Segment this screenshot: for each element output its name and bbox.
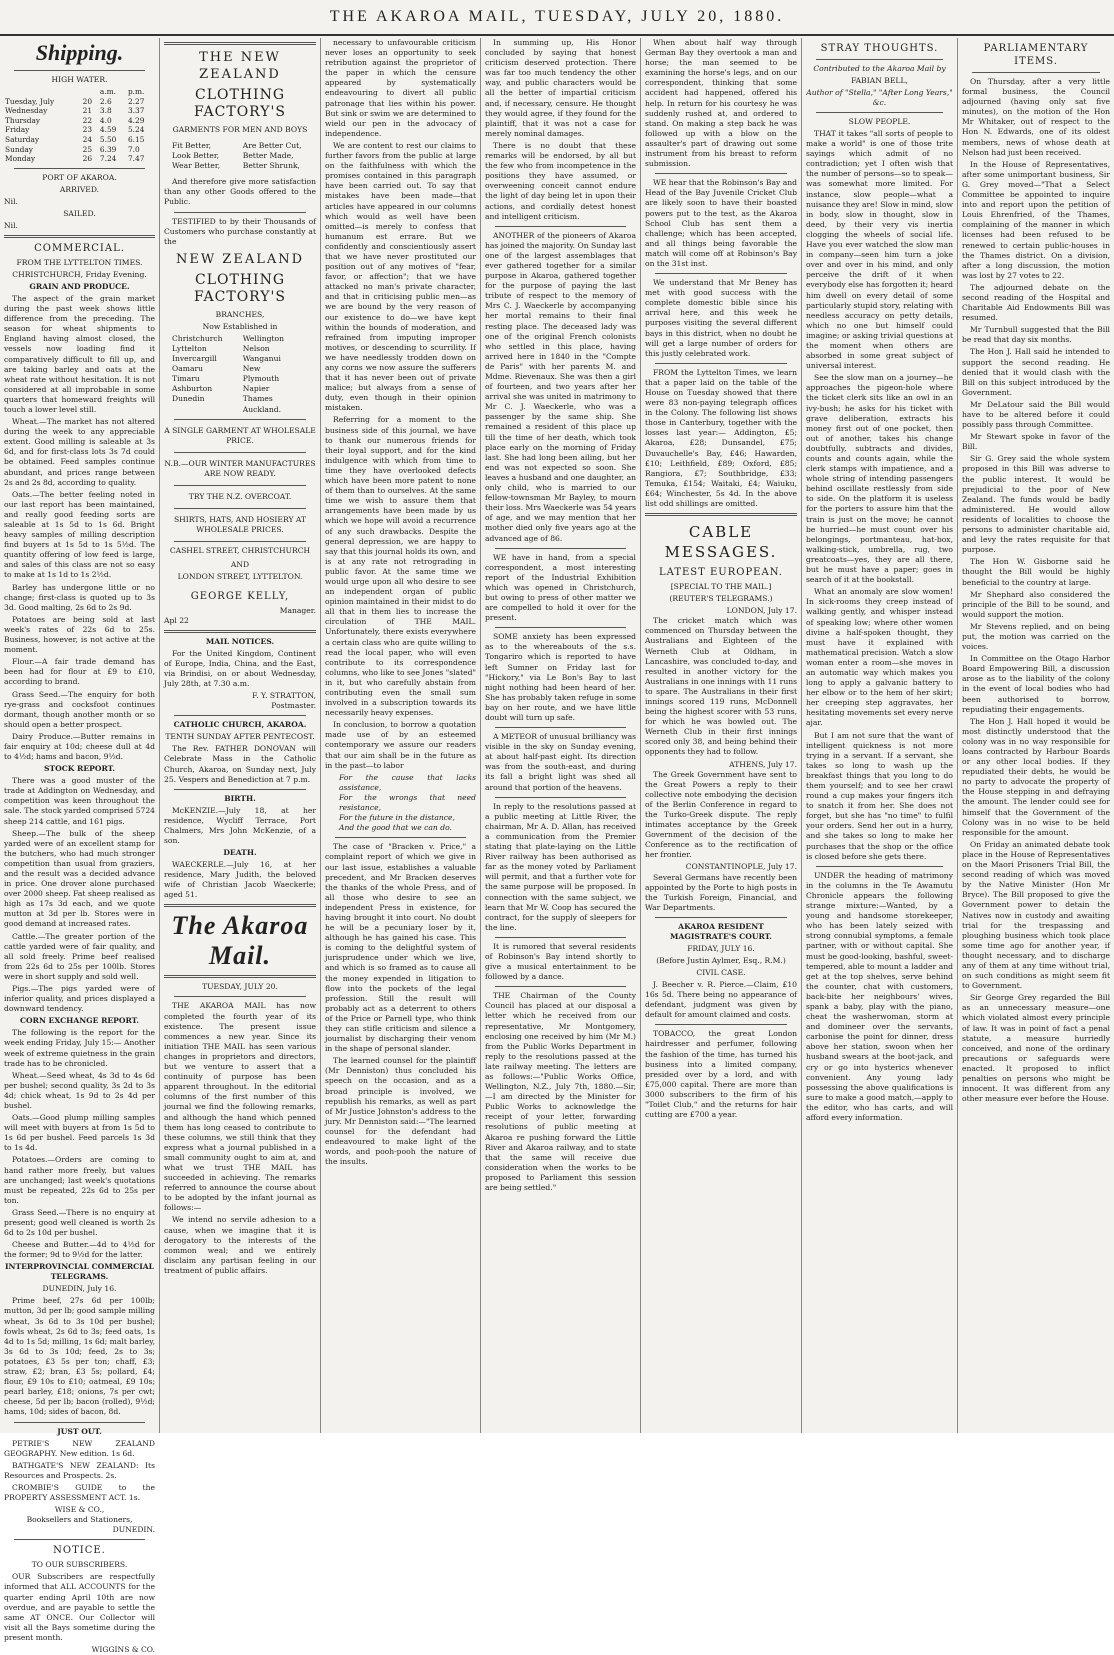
ad-line: CASHEL STREET, CHRISTCHURCH — [169, 545, 311, 555]
tide-header-row — [4, 87, 155, 97]
cable-source: (REUTER'S TELEGRAMS.) — [669, 594, 773, 604]
column-7 — [957, 38, 1114, 1433]
paragraph: But I am not sure that the want of intelligent quickness is not more trying in a servant. If a servant, she takes so long to wash up the breakfast things that you long to do them yourself; and to see her crawl round a cup makes your fingers itch to snatch it from her. She does not forget, but she has "no time" to fulfil your orders. Send her out in a hurry, and she takes so long to make her purchases that the shop or the office is closed before she gets there. — [806, 730, 953, 861]
paragraph: A METEOR of unusual brilliancy was visible in the sky on Sunday evening, at about half-past eight. Its direction was from the south-east, and during its fall a bright light was shed all around that portion of the heavens. — [485, 732, 636, 792]
dateline: ATHENS, July 17. — [729, 759, 797, 769]
tide-row — [4, 106, 155, 116]
paragraph: Mr Shephard also considered the principle of the Bill to be sound, and would support the motion. — [962, 589, 1110, 619]
paragraph: WE hear that the Robinson's Bay and Head of the Bay Juvenile Cricket Club are likely soon to have their boasted powers put to the test, as the Akaroa School Club has sent them a challenge; which has been accepted, and all things being favorable the match will come off at Robinson's Bay on the 31st inst. — [645, 178, 797, 268]
fit-item: Fit Better, — [172, 141, 212, 150]
fit-item: Better Shrunk, — [242, 161, 300, 171]
branch-item: Napier — [242, 384, 270, 394]
tide-day: Sunday — [5, 144, 33, 154]
ad-line: A SINGLE GARMENT AT WHOLESALE PRICE. — [164, 425, 316, 445]
paragraph: On Thursday, after a very little formal business, the Council adjourned (having only sat five minutes), on the motion of the Hon Mr Whitaker, out of respect to the Hon N. Edwards, one of its oldest members, news of whose death at Nelson had just been received. — [962, 77, 1110, 157]
branch-item: Oamaru — [172, 364, 204, 374]
tide-am: 5.50 — [99, 134, 117, 144]
branch-item: Christchurch — [172, 333, 223, 343]
catholic-sub: TENTH SUNDAY AFTER PENTECOST. — [165, 732, 315, 742]
divider — [174, 996, 306, 997]
corn-heading: CORN EXCHANGE REPORT. — [20, 1016, 139, 1026]
branch-item: Wellington — [242, 333, 284, 343]
tide-row — [4, 125, 155, 135]
divider — [174, 419, 306, 420]
divider — [174, 541, 306, 542]
divider — [655, 1024, 787, 1025]
ad-heading: NEW ZEALAND — [175, 251, 305, 267]
paragraph: Sheep.—The bulk of the sheep yarded were of an excellent stamp for the butchers, who had much stronger competition than usual from graziers, and the result was a decided advance in price. One drover alone purchased over 2000 sheep. Fat sheep realised as high as 17s 3d each, and we quote mutton at 3d per lb. Stores were in good demand at increased rates. — [4, 828, 155, 929]
paragraph: The Hon J. Hall said he intended to support the second reading. He denied that it would clash with the Bill on this subject introduced by the Government. — [962, 347, 1110, 397]
divider — [816, 866, 943, 867]
paper-nameplate: The Akaroa Mail. — [171, 911, 309, 971]
branch-item: Nelson — [242, 343, 270, 353]
branch-item: Auckland. — [242, 404, 282, 414]
ad-subheading: Now Established in — [202, 321, 278, 331]
branch-item: Timaru — [172, 374, 200, 384]
tide-date: 21 — [82, 106, 93, 116]
paragraph: The Hon W. Gisborne said he thought the Bill would be highly beneficial to the country at large. — [962, 557, 1110, 587]
paragraph: THE Chairman of the County Council has placed at our disposal a letter which he received from our representative, Mr Montgomery, enclosing one received by him (Mr M.) from the Public Works Department in reply to the resolutions passed at the late railway meeting. The letters are as follows:—"Public Works Office, Wellington, N.Z., July 7th, 1880.—Sir,—I am directed by the Minister for Public Works to acknowledge the receipt of your letter, forwarding resolutions of public meeting at Akaroa re pushing forward the Little River and Akaroa railway, and to state that the same will receive due consideration when the works to be proposed to Parliament this session are being settled." — [485, 991, 636, 1193]
paragraph: The cricket match which was commenced on Thursday between the Australians and Eighteen of the Werneth Club at Oldham, in Lancashire, was concluded to-day, and resulted in another victory for the Australians in one innings with 11 runs to spare. The Australians in their first innings scored 119 runs, McDonnell being the highest scorer with 53 runs, for which he was bowled out. The Werneth Club in their first innings scored only 38, and being behind their opponents they had to follow. — [645, 616, 797, 757]
paragraph: WE have in hand, from a special correspondent, a most interesting report of the Industrial Exhibition which was opened in Christchurch, but owing to press of other matter we are compelled to hold it over for the present. — [485, 552, 636, 623]
mail-heading: MAIL NOTICES. — [205, 636, 275, 646]
double-rule — [4, 235, 155, 238]
paragraph: Wheat.—The market has not altered during the week to any appreciable extent. Good milling is saleable at 3s 6d, and for first-class lots 3s 7d could be obtained. Feed samples continue abundant, and prices range between 2s and 2s 8d, according to quality. — [4, 417, 155, 487]
tide-am: 4.0 — [99, 115, 112, 125]
divider — [335, 837, 466, 838]
contrib-line: Contributed to the Akaroa Mail by — [813, 64, 946, 73]
fit-row — [164, 151, 316, 161]
paragraph: Mr Stewart spoke in favor of the Bill. — [962, 432, 1110, 452]
tide-day: Saturday — [5, 134, 40, 144]
cable-subheading: LATEST EUROPEAN. — [659, 567, 783, 579]
paragraph: Sir George Grey regarded the Bill as an unnecessary measure—one which violated almost every principle of law. It was in point of fact a penal statute, a measure hurriedly conceived, and none of the ordinary precautions or safeguards were enacted. It proposed to inflict penalties on persons who might be innocent. It was different from any other measure ever before the House. — [962, 993, 1110, 1104]
paragraph: ANOTHER of the pioneers of Akaroa has joined the majority. On Sunday last one of the largest assemblages that ever gathered together for a similar purpose in Akaroa, gathered together for the purpose of paying the last tribute of respect to the memory of Mrs C. J. Waeckerle by accompanying her mortal remains to their final resting place. The deceased lady was one of the original French colonists who settled in this place, having arrived here in 1840 in the "Compte de Paris" with her parents M. and Mdme. Rievenaux. She was then a girl of fourteen, and two years after her arrival she was united in matrimony to Mr C. J. Waeckerle, who was a passenger by the same ship. She remained a resident of this place up till the time of her death, which took place early on the morning of Friday last. She had long been ailing, but her end was not expected so soon. She leaves a husband and one daughter, an only child, who is married to our fellow-townsman Mr Bayley, to mourn their loss. Mrs Waeckerle was 54 years of age, and we may mention that her mother died only five years ago at the advanced age of 86. — [485, 230, 636, 543]
divider — [14, 1422, 145, 1423]
divider — [655, 363, 787, 364]
paragraph: THAT it takes "all sorts of people to make a world" is one of those trite sayings which admit of no contradiction; yet I often wish that the number of persons—so to speak—was somewhat more limited. For instance, slow people—what a nuisance they are! Slow in mind, slow in body, slow in thought, slow in deed, by their very vis inertia clogging the wheels of social life. Have you ever watched the slow man in company—seen him turn a joke over and over in his mind, and only perceive the drift of it when everybody else has forgotten it; heard him dwell on every detail of some particularly stupid story, relating with needless accuracy on petty details, which no one but himself could imagine; or asking trivial questions at the moment when others are absorbed in some great subject of universal interest. — [806, 129, 953, 371]
paragraph: Oats.—The better feeling noted in our last report has been maintained, and really good feeding sorts are saleable at 1s 5d to 1s 6d. Bright heavy samples of milling description find buyers at 1s 5d to 1s 5½d. The quantity offering of low feed is large, and sales of this class are not so easy to make at 1s 1d to 1s 2½d. — [4, 489, 155, 580]
commercial-heading: COMMERCIAL. — [34, 242, 125, 254]
paragraph: CROMBIE'S GUIDE to the PROPERTY ASSESSMENT ACT. 1s. — [4, 1482, 155, 1502]
paragraph: In Committee on the Otago Harbor Board Empowering Bill, a discussion arose as to the liability of the colony in the event of local bodies who had been authorised to borrow, repudiating their engagements. — [962, 654, 1110, 714]
paragraph: Grass Seed.—There is no enquiry at present; good well cleaned is worth 2s 6d to 2s 10d per bushel. — [4, 1207, 155, 1238]
ad-line: LONDON STREET, LYTTELTON. — [177, 571, 303, 581]
divider — [816, 112, 943, 113]
paragraph: BATHGATE'S NEW ZEALAND: Its Resources and Prospects. 2s. — [4, 1460, 155, 1480]
parliament-heading: PARLIAMENTARY ITEMS. — [983, 43, 1089, 67]
tide-date: 24 — [82, 134, 93, 144]
paragraph: Wheat.—Seed wheat, 4s 3d to 4s 6d per bushel; second quality, 3s 2d to 3s 4d; chick wheat, 1s 9d to 2s 4d per bushel. — [4, 1070, 155, 1110]
double-rule — [164, 630, 316, 633]
branch-item: New Plymouth — [242, 364, 280, 384]
paragraph: There is no doubt that these remarks will be endorsed, by all but the few who from incompetence in the positions they have assumed, or overweening conceit cannot endure the light of day being let in upon their actions, and cordially detest honest and intelligent criticism. — [485, 140, 636, 221]
branch-item: Wanganui — [242, 354, 281, 364]
paragraph: The aspect of the grain market during the past week shows little difference from the preceding. The season for wheat shipments to England having almost closed, the vessels now loading find it comparatively difficult to fill up, and are taking barley and oats at the wheat rate without hesitation. It is not considered at all improbable in some quarters that homeward freights will touch a lower level still. — [4, 293, 155, 414]
cable-heading: CABLE MESSAGES. — [664, 523, 778, 562]
tide-header-cell — [4, 87, 82, 97]
paragraph: Several Germans have recently been appointed by the Porte to high posts in the Turkish Foreign, Financial, and War Departments. — [645, 872, 797, 912]
paragraph: See the slow man on a journey—he approaches the pigeon-hole where the ticket clerk sits like an owl in an ivy-bush; he asks for his ticket with grave deliberation, extracts his money first out of one pocket, then out of another, takes his change doubtfully, subtracts and divides, counts and counts again, while the clerk stamps with impatience, and a whole string of intending passengers behind oscillate restlessly from side to side. On the platform it is useless for the porters to assure him that the train is just on the move; he cannot be hurried—he must count over his belongings, portmanteau, hat-box, walking-stick, umbrella, rug, two greatcoats—yes, they are all there, but he must have a paper; goes in search of it at the bookstall. — [806, 373, 953, 585]
notice-heading: NOTICE. — [53, 1545, 106, 1557]
leader-date: TUESDAY, JULY 20. — [202, 982, 278, 992]
paragraph: necessary to unfavourable criticism never loses an opportunity to seek retribution against the proprietor of the paper in which the censure appeared by systematically endeavouring to divert all public patronage that lies within his power. But sink or swim we are determined to wield our pen in the advocacy of independence. — [325, 38, 476, 138]
poem-line: For the future in the distance, — [339, 813, 455, 823]
branch-column — [172, 334, 237, 415]
tide-row — [4, 145, 155, 155]
tide-pm: 2.27 — [127, 96, 145, 106]
divider — [14, 1539, 145, 1540]
double-rule — [645, 513, 797, 516]
masthead-text: THE AKAROA MAIL, TUESDAY, JULY 20, 1880. — [329, 8, 785, 25]
mail-sig: F. Y. STRATTON, — [252, 691, 316, 701]
port-heading: PORT OF AKAROA. — [42, 172, 117, 182]
paragraph: Mr Turnbull suggested that the Bill be read that day six months. — [962, 325, 1110, 345]
double-rule — [164, 42, 316, 45]
tide-header-cell: p.m. — [127, 87, 145, 96]
manager-title: Manager. — [279, 605, 316, 615]
manager-name: GEORGE KELLY, — [190, 590, 290, 602]
paragraph: What an anomaly are slow women! In sick-rooms they creep instead of walking gently, and whisper instead of speaking low; where other women divine a half-spoken thought, they must have it explained with mathematical precision. Watch a slow woman enter a room—she moves in an automatic way which makes you long to apply a galvanic battery to her elbow or to the hem of her skirt; her creeping step aggravates, her hesitating movements set every nerve ajar. — [806, 587, 953, 728]
divider — [14, 168, 145, 169]
divider — [495, 797, 626, 798]
tide-pm: 5.24 — [127, 125, 145, 135]
divider — [655, 917, 787, 918]
ad-subheading: GARMENTS FOR MEN AND BOYS — [172, 125, 308, 134]
paragraph: In summing up, His Honor concluded by saying that honest criticism deserved protection. There was far too much tendency the other way, and public characters would be all the better of impartial criticism and, if necessary, censure. He thought they would agree, if they found for the plaintiff, that it was not a case for merely nominal damages. — [485, 38, 636, 138]
divider — [495, 986, 626, 987]
paragraph: In conclusion, to borrow a quotation made use of by an esteemed contemporary we assure our readers that our aim shall be in the future as in the past—to labor — [325, 720, 476, 770]
paragraph: Oats.—Good plump milling samples will meet with buyers at from 1s 5d to 1s 6d per bushel. Feed parcels 1s 3d to 1s 4d. — [4, 1113, 155, 1153]
notice-sig: WIGGINS & CO. — [91, 1645, 155, 1654]
tide-header-cell — [82, 87, 99, 97]
tide-am: 2.6 — [99, 96, 112, 106]
death-heading: DEATH. — [223, 848, 257, 858]
paragraph: McKENZIE.—July 18, at her residence, Wycliff Terrace, Port Chalmers, Mrs John McKenzie, of a son. — [164, 805, 316, 845]
tide-day: Friday — [5, 125, 30, 135]
paragraph: UNDER the heading of matrimony in the columns in the Te Awamutu Chronicle appears the following strange mixture:—Wanted, by a young and handsome storekeeper, who has been lately seized with strong connubial symptoms, a female partner, with or without capital. She must be good-looking, bashful, sweet-tempered, able to mount a ladder and get at the top shelves, serve behind the counter, chat with customers, back-bite her neighbours' wives, spank a baby, play with the piano, cheat the washerwoman, storm at and domineer over the servants, carbonise the point for dinner, dress above her station, swoon when her husband swears at the boot-jack, and cry or go into hysterics whenever convenient. Any young lady possessing the above qualifications is sure to make a good match,—apply to the editor, who has carts, and will afford every information. — [806, 870, 953, 1122]
ad-heading: THE NEW ZEALAND — [199, 50, 281, 82]
divider — [174, 212, 306, 213]
paragraph: The case of "Bracken v. Price," a complaint report of which we give in our last issue, establishes a valuable precedent, and Mr Bracken deserves the thanks of the whole Press, and of all those who desire to see an independent Press in existence, for having brought it into court. No doubt he will be a pecuniary loser by it, although he has gained his case. This is coming to the delightful system of jurisprudence under which we live, and which is so framed as to cause all the money expended in litigation to flow into the pockets of the legal profession. Still the result will probably act as a deterrent to others of the Price or Parnell type, who think they can stifle criticism and silence a journalist by discharging their venom in the shape of personal slander. — [325, 842, 476, 1054]
cable-special: [SPECIAL TO THE MAIL.] — [670, 582, 772, 592]
tide-pm: 6.15 — [127, 134, 145, 144]
branch-column — [243, 334, 308, 415]
poem-line: And the good that we can do. — [339, 823, 452, 833]
divider — [655, 273, 787, 274]
paragraph: TESTIFIED to by their Thousands of Customers who purchase constantly at the — [164, 216, 316, 246]
branch-item: Lyttelton — [172, 343, 207, 353]
tide-row — [4, 154, 155, 164]
paragraph: The Hon J. Hall hoped it would be most distinctly understood that the colony was in no way responsible for loans contracted by Harbour Boards or any other local bodies. If they repudiated their debts, he would be no party to advocate the property of the House stepping in and defraying the amount. The lender could see for himself that the Government of the Colony was in no wise to be held responsible for the amount. — [962, 716, 1110, 837]
fit-item: Wear Better, — [172, 161, 221, 171]
column-2 — [159, 38, 320, 1433]
paragraph: Cattle.—The greater portion of the cattle yarded were of fair quality, and all sold freely. Prime beef realised from 22s 6d to 25s per 100lb. Stores were in short supply and sold well. — [4, 931, 155, 981]
paragraph: The adjourned debate on the second reading of the Hospital and Charitable Aid Endowments Bill was resumed. — [962, 282, 1110, 323]
column-3 — [320, 38, 480, 1433]
divider — [495, 937, 626, 938]
tide-table — [4, 87, 155, 164]
poem-line: For the wrongs that need resistance, — [339, 792, 476, 813]
court-date: FRIDAY, JULY 16. — [687, 943, 755, 953]
tide-am: 3.8 — [99, 106, 112, 116]
tide-date: 25 — [82, 144, 93, 154]
court-heading: AKAROA RESIDENT MAGISTRATE'S COURT. — [670, 921, 772, 941]
paragraph: We are content to rest our claims to further favors from the public at large on the faithfulness with which the promises contained in this paragraph have been carried out. To say that mistakes have been made—that articles have appeared in our columns which would as well have been omitted—is merely to confess that humanum est errare. But we confidently and conscientiously assert that we have never prostituted our position out of any motives of "fear, favor, or affection"; that we have attacked no man's private character, and that in criticising public men—as we are bound by the very reason of our existence to do—we have kept within the bounds of moderation, and refrained from imputing improper motives, or descending to scurrility. If we have needlessly trodden down on any corns we now assure the sufferers that it has never been out of private malice; but always from a sense of duty, even though in their opinion mistaken. — [325, 140, 476, 413]
court-before: (Before Justin Aylmer, Esq., R.M.) — [656, 955, 786, 965]
branch-list — [164, 334, 316, 415]
tide-date: 20 — [82, 96, 93, 106]
paragraph: Prime beef, 27s 6d per 100lb; mutton, 3d per lb; good sample milling wheat, 3s 6d to 3s 10d per bushel; fowls wheat, 2s 6d to 3s; feed oats, 1s 4d to 1s 5d; milling, 1s 6d; malt barley, 3s 6d to 3s 10d; feed, 2s to 3s; potatoes, £3 5s per ton; chaff, £3; straw, £2; bran, £3 5s; pollard, £4; flour, £9 10s to £10; oatmeal, £9 10s; pearl barley, £18; onions, 7s per cwt; cheese, 5d per lb; bacon (rolled), 9½d; hams, 10d; sides of bacon, 8d. — [4, 1296, 155, 1417]
fit-item: Are Better Cut, — [242, 141, 302, 150]
paragraph: THE AKAROA MAIL has now completed the fourth year of its existence. The present issue commences a new year. Since its initiation THE MAIL has seen various changes in proprietors and directors, but we venture to assert that a continuity of purpose has been apparent throughout. In the editorial columns of the first number of this journal we find the following remarks, and although the hand which penned them has long ceased to contribute to these columns, we still think that they express what a journal published in a small community ought to aim at, and what we trust THE MAIL has succeeded in achieving. The remarks referred to announce the course about to be adopted by the infant journal as follows:— — [164, 1001, 316, 1213]
arrived-nil: Nil. — [4, 196, 18, 206]
paragraph: J. Beecher v. R. Pierce.—Claim, £10 16s 5d. There being no appearance of defendant, judgment was given by default for amount claimed and costs. — [645, 979, 797, 1020]
column-1 — [0, 38, 159, 1654]
ad-date: Apl 22 — [164, 615, 189, 625]
ad-line: AND — [230, 559, 250, 569]
tide-pm: 3.37 — [127, 106, 145, 116]
divider — [174, 508, 306, 509]
author-works: Author of "Stella," "After Long Years," &c. — [806, 88, 953, 107]
mail-sig-title: Postmaster. — [271, 701, 316, 711]
paragraph: Mr Stevens replied, and on being put, the motion was carried on the voices. — [962, 621, 1110, 652]
tide-day: Wednesday — [5, 106, 48, 116]
dateline: CHRISTCHURCH, Friday Evening. — [12, 269, 147, 279]
high-water-heading: HIGH WATER. — [51, 75, 108, 84]
divider — [655, 173, 787, 174]
paragraph: Referring for a moment to the business side of this journal, we have to thank our numerous friends for their loyal support, and for the kind indulgence with which from time to time they have overlooked defects which have been more patent to none of them than to ourselves. At the same time we wish to assure them that arrangements have been made by us which we hope will avoid a recurrence of any such drawbacks. Despite the general depression, we are happy to say that this journal holds its own, and is at any rate not retrograding in public favor. At the same time we would urge upon all who desire to see an independent organ of public opinion maintained in their midst to do all that in them lies to increase the circulation of THE MAIL. Unfortunately, there exists everywhere a certain class who are quite willing to read the local paper, who will even contribute to its correspondence columns, who like to see Jones "slated" in it, but who carefully abstain from contributing even the small sum involved in a subscription towards its necessarily heavy expenses. — [325, 415, 476, 718]
tide-date: 23 — [82, 125, 93, 135]
tide-pm: 7.0 — [127, 144, 140, 154]
shipping-heading: Shipping. — [35, 40, 124, 65]
fit-item: Look Better, — [172, 151, 220, 161]
divider — [174, 789, 306, 790]
paragraph: The learned counsel for the plaintiff (Mr Denniston) thus concluded his speech on the occasion, and as a broad principle is involved, we republish his remarks, as well as part of Mr Justice Johnston's address to the jury. Mr Denniston said:—"The learned counsel for the defendant had endeavoured to make light of the words, and pooh-pooh the nature of the insults. — [325, 1056, 476, 1167]
paragraph: Sir G. Grey said the whole system proposed in this Bill was adverse to the public interest. It would be prejudicial to the poor of New Zealand. The funds would be badly administered. He would allow residents of localities to choose the persons to administer charitable aid, and levy the rates requisite for that purpose. — [962, 454, 1110, 555]
dateline: DUNEDIN, July 16. — [42, 1284, 117, 1294]
paragraph: For the United Kingdom, Continent of Europe, India, China, and the East, via Brindisi, on or about Wednesday, July 28th, at 7.30 a.m. — [164, 648, 316, 689]
dateline: CONSTANTINOPLE, July 17. — [685, 862, 797, 872]
divider — [495, 226, 626, 227]
divider — [495, 548, 626, 549]
paragraph: OUR Subscribers are respectfully informed that ALL ACCOUNTS for the quarter ending April 10th are now overdue, and are payable to settle the same AT ONCE. Our Collector will visit all the Bays sometime during the present month. — [4, 1572, 155, 1642]
tide-row — [4, 135, 155, 145]
paragraph: Dairy Produce.—Butter remains in fair enquiry at 10d; cheese dull at 4d to 4½d; hams and bacon, 9½d. — [4, 731, 155, 762]
paragraph: In reply to the resolutions passed at a public meeting at Little River, the chairman, Mr A. D. Allan, has received a communication from the Premier stating that plate-laying on the Little River railway has been authorised as far as the money voted by Parliament will permit, and that a further vote for the same purpose will be proposed. In connection with the same subject, we learn that Mr W. Coop has secured the contract, for the supply of sleepers for the line. — [485, 801, 636, 932]
tide-date: 22 — [82, 115, 93, 125]
paragraph: TOBACCO, the great London hairdresser and perfumer, following the fashion of the time, has turned his business into a limited company, presided over by a lord, and with £75,000 capital. There are more than 3000 subscribers to the firm of his "Toilet Club," and the returns for hair cutting are £700 a year. — [645, 1029, 797, 1120]
tide-am: 6.39 — [99, 144, 117, 154]
tide-day: Monday — [5, 154, 36, 164]
paragraph: The Greek Government have sent to the Great Powers a reply to their collective note embodying the decision of the Berlin Conference in regard to the Turko-Greek dispute. The reply intimates acceptance by the Greek Government of the decision of the Conference as to the rectification of her frontier. — [645, 769, 797, 860]
tide-day: Tuesday, July — [5, 96, 55, 106]
paragraph: Grass Seed.—The enquiry for both rye-grass and cocksfoot continues dormant, though another month or so should open a better prospect. — [4, 689, 155, 729]
grain-heading: GRAIN AND PRODUCE. — [29, 281, 130, 291]
tide-row — [4, 116, 155, 126]
paragraph: It is rumored that several residents of Robinson's Bay intend shortly to give a musical entertainment to be followed by a dance. — [485, 941, 636, 982]
branch-item: Invercargill — [172, 354, 217, 364]
paragraph: Pigs.—The pigs yarded were of inferior quality, and prices displayed a downward tendency. — [4, 984, 155, 1014]
paragraph: And therefore give more satisfaction than any other Goods offered to the Public. — [164, 177, 316, 207]
double-rule — [164, 975, 316, 978]
arrived-heading: ARRIVED. — [59, 184, 100, 194]
birth-heading: BIRTH. — [224, 793, 256, 803]
tide-day: Thursday — [5, 115, 41, 125]
poem — [325, 773, 476, 834]
ad-line: SHIRTS, HATS, AND HOSIERY AT WHOLESALE PRICES. — [173, 514, 306, 534]
tide-date: 26 — [82, 154, 93, 164]
paragraph: The following is the report for the week ending Friday, July 15:— Another week of extreme quietness in the grain trade has to be chronicled. — [4, 1028, 155, 1068]
paragraph: Mr DeLatour said the Bill would have to be altered before it could possibly pass through Committee. — [962, 399, 1110, 430]
divider — [174, 715, 306, 716]
branch-item: Ashburton — [172, 384, 213, 394]
paragraph: WAECKERLE.—July 16, at her residence, Mary Judith, the beloved wife of Christian Jacob Waeckerle; aged 51. — [164, 860, 316, 900]
paragraph: Barley has undergone little or no change; first-class is quoted up to 3s 3d. Good malting, 2s 6d to 2s 9d. — [4, 582, 155, 612]
tide-am: 4.59 — [99, 125, 117, 135]
ad-line: N.B.—OUR WINTER MANUFACTURES ARE NOW READY. — [164, 458, 316, 478]
ad-subheading: BRANCHES, — [215, 309, 265, 319]
sailed-nil: Nil. — [4, 220, 18, 230]
firm-sub: Booksellers and Stationers, — [26, 1515, 133, 1525]
tide-pm: 7.47 — [127, 154, 145, 164]
column-5 — [640, 38, 801, 1433]
paragraph: Potatoes are being sold at last week's rates of 22s 6d to 25s. Business, however, is not active at the moment. — [4, 614, 155, 655]
paragraph: SOME anxiety has been expressed as to the whereabouts of the s.s. Tongariro which is reported to have left Sumner on Friday last for "Hickory," via Le Bon's Bay to last night nothing had been heard of her. She has probably taken refuge in some bay on her route, and we have little doubt will turn up safe. — [485, 632, 636, 722]
paragraph: Potatoes.—Orders are coming to hand rather more freely, but values are unchanged; last week's quotations must be repeated, 22s 6d to 25s per ton. — [4, 1155, 155, 1205]
fit-item: Better Made, — [242, 151, 294, 161]
just-out-heading: JUST OUT. — [57, 1426, 102, 1436]
paragraph: The Rev. FATHER DONOVAN will Celebrate Mass in the Catholic Church, Akaroa, on Sunday next, July 25. Vespers and Benediction at 7 p.m. — [164, 744, 316, 784]
paragraph: When about half way through German Bay they overtook a man and horse; the man seemed to be examining the horse's legs, and on our correspondent, thinking that some accident had happened, offered his help. In return for his courtesy he was suddenly rushed at, and ordered to stand. On making a step back he was followed up with a blow on the assaulter's part of drawing out some instrument from his breast to reform submission. — [645, 38, 797, 169]
firm-city: DUNEDIN. — [112, 1525, 155, 1535]
paragraph: In the House of Representatives, after some unimportant business, Sir G. Grey moved—"That a Select Committee be appointed to inquire into and report upon the petition of Louis Ehrenfried, of the Thames, complaining of the manner in which licenses had been refused to be renewed to certain public-houses in the Thames district. On a division, after a long discussion, the motion was lost by 27 votes to 22. — [962, 159, 1110, 280]
ad-line: TRY THE N.Z. OVERCOAT. — [188, 491, 292, 501]
dateline: LONDON, July 17. — [726, 606, 797, 616]
double-rule — [164, 904, 316, 907]
branch-item: Thames — [242, 394, 273, 404]
paragraph: PETRIE'S NEW ZEALAND GEOGRAPHY. New edition. 1s 6d. — [4, 1438, 155, 1458]
masthead — [0, 0, 1114, 36]
tide-header-cell: a.m. — [99, 87, 117, 96]
notice-sub: TO OUR SUBSCRIBERS. — [31, 1560, 128, 1570]
paragraph: We intend no servile adhesion to a cause, when we imagine that it is derogatory to the interests of the common weal; and we entirely disclaim any partisan feeling in our treatment of public affairs. — [164, 1215, 316, 1275]
catholic-heading: CATHOLIC CHURCH, AKAROA. — [173, 720, 307, 730]
branch-item: Dunedin — [172, 394, 205, 404]
fit-row — [164, 141, 316, 151]
court-case-type: CIVIL CASE. — [696, 967, 746, 977]
fit-row — [164, 161, 316, 171]
sailed-heading: SAILED. — [63, 208, 96, 218]
paragraph: We understand that Mr Beney has met with good success with the complete domestic bible since his arrival here, and this week he purposes visiting the several different bays in this district, when no doubt he will get a large number of orders for this justly celebrated work. — [645, 278, 797, 358]
divider — [174, 485, 306, 486]
section-heading: SLOW PEOPLE. — [848, 117, 911, 126]
paragraph: There was a good muster of the trade at Addington on Wednesday, and competition was keen throughout the sale. The stock yarded comprised 5724 sheep 214 cattle, and 161 pigs. — [4, 776, 155, 826]
divider — [174, 452, 306, 453]
divider — [495, 627, 626, 628]
stray-heading: STRAY THOUGHTS. — [820, 43, 939, 54]
author-name: FABIAN BELL, — [851, 76, 908, 85]
tide-row — [4, 97, 155, 107]
poem-line: For the cause that lacks assistance, — [339, 772, 476, 792]
divider — [816, 59, 943, 60]
divider — [972, 72, 1100, 73]
tide-am: 7.24 — [99, 154, 117, 164]
divider — [14, 70, 145, 71]
paragraph: Flour.—A fair trade demand has been had for flour at £9 to £10, according to brand. — [4, 657, 155, 687]
firm-name: WISE & CO., — [54, 1505, 105, 1515]
column-6 — [801, 38, 957, 1433]
column-4 — [480, 38, 640, 1433]
tide-pm: 4.29 — [127, 115, 145, 125]
source-line: FROM THE LYTTELTON TIMES. — [16, 257, 143, 267]
paragraph: On Friday an animated debate took place in the House of Representatives on the Maori Prisoners Trial Bill, the second reading of which was moved by the Native Minister (Hon Mr Bryce). The Bill proposed to give the Government power to detain the Natives now in custody and awaiting trial for the trespassing and ploughing business which took place some time ago for another year, if thought necessary, and to discharge any of them at any time without trial, on such conditions as might seem fit to Government. — [962, 839, 1110, 991]
paragraph: FROM the Lyttelton Times, we learn that a paper laid on the table of the House on Tuesday showed that there were 83 non-paying telegraph offices in the Colony. The following list shows those in Canterbury, together with the losses last year:— Addington, £5; Akaroa, £28; Dunsandel, £75; Duvauchelle's Bay, £46; Hawarden, £10; Leithfield, £89; Oxford, £85; Rangiora, £7; Southbridge, £33; Temuka, £154; Waitaki, £4; Waiuku, £64; Winchester, 5s 4d. In the above list odd shillings are omitted. — [645, 367, 797, 509]
paragraph: Cheese and Butter.—4d to 4½d for the former; 9d to 9½d for the latter. — [4, 1240, 155, 1260]
ad-heading: CLOTHING FACTORY'S — [194, 271, 286, 305]
ad-heading: CLOTHING FACTORY'S — [194, 87, 286, 120]
stock-heading: STOCK REPORT. — [44, 764, 115, 774]
divider — [495, 727, 626, 728]
intercol-heading: INTERPROVINCIAL COMMERCIAL TELEGRAMS. — [5, 1262, 154, 1282]
